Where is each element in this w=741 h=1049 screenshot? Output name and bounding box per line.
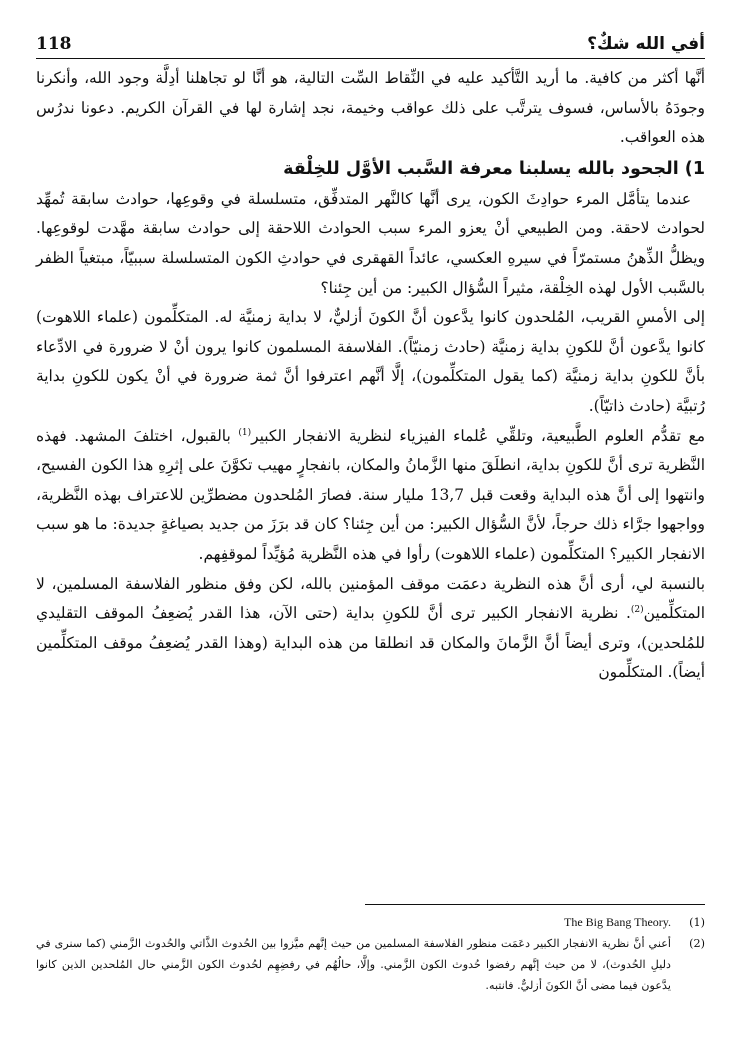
footnote-text: أعني أنَّ نظرية الانفجار الكبير دعَمَت منظور الفلاسفة المسلمين من حيث إنَّهم ميَّزوا بين الحُدوث الذَّاتي والحُدوث الزَّمني (كما سنرى في دليلِ الحُدوث)، لا من حيث إنَّهم رفضوا حُدوث الكون الزَّمني. وإلَّا، حالُهُم في رفضِهِم لحُدوث الكون الزَّمني حال المُلحدين الذين كانوا يدَّعون فيما مضى أنَّ الكونَ أزليٌّ. فانتبه. — [36, 937, 671, 992]
footnote-number: (1) — [689, 916, 705, 929]
paragraph-author-view-part1: بالنسبة لي، أرى أنَّ هذه النظرية دعمَت موقف المؤمنين بالله، لكن وفق منظور الفلاسفة المسلمين، لا المتكلِّمين — [36, 574, 705, 623]
footnotes — [36, 912, 705, 996]
footnote-ref-1[interactable]: (1) — [238, 427, 252, 438]
main-text — [36, 64, 705, 688]
paragraph-author-view-part2: . نظرية الانفجار الكبير ترى أنَّ للكونِ بداية (حتى الآن، هذا القدر يُضعِفُ الموقف التقليدي للمُلحدين)، وترى أيضاً أنَّ الزَّمانَ والمكان قد انطلقا من هذه البداية (وهذا القدر يُضعِفُ موقف المتكلِّمين أيضاً). المتكلِّمون — [36, 604, 705, 682]
paragraph-big-bang-part1: مع تقدُّم العلوم الطَّبيعية، وتلقِّي عُلماء الفيزياء لنظرية الانفجار الكبير — [251, 426, 705, 445]
footnote-text: The Big Bang Theory. — [564, 915, 671, 929]
paragraph-intro-continuation: أنَّها أكثر من كافية. ما أريد التَّأكيد عليه في النِّقاط السِّت التالية، هو أنَّا لو تجاهلنا أدِلَّة وجود الله، وأنكرنا وجودَهُ بالأساس، فسوف يترتَّب على ذلك عواقب وخيمة، نجد إشارة لها في القرآن الكريم. دعونا ندرُس هذه العواقب. — [36, 69, 705, 147]
paragraph-author-view — [36, 570, 705, 688]
footnote-1 — [36, 912, 705, 933]
running-title: أفي الله شكٌ؟ — [587, 34, 705, 54]
paragraph-causal-chain: عندما يتأمَّل المرء حوادِثَ الكون، يرى أنَّها كالنَّهر المتدفِّق، متسلسلة في وقوعِها، حوادث سابقة تُمهِّد لحوادث لاحقة. ومن الطبيعي أنْ يعزو المرء سبب الحوادث اللاحقة إلى حوادث سابقة مهَّدت لوقوعِها. ويظلُّ الذِّهنُ مستمرّاً في سيرهِ العكسي، عائداً القهقرى في حوادثِ الكون المتسلسلة سببيّاً، مبتغياً الظفر بالسَّبب الأول لهذه الخِلْقة، مثيراً السُّؤال الكبير: من أين جِئنا؟ — [36, 189, 705, 297]
page-number: 118 — [36, 34, 72, 54]
section-heading: 1) الجحود بالله يسلبنا معرفة السَّبب الأوَّل للخِلْقة — [283, 158, 705, 179]
paragraph-big-bang — [36, 422, 705, 570]
footnote-number: (2) — [689, 937, 705, 950]
paragraph-historical-views: إلى الأمسِ القريب، المُلحدون كانوا يدَّعون أنَّ الكونَ أزليٌّ، لا بداية زمنيَّة له. المتكلِّمون (علماء اللاهوت) كانوا يدَّعون أنَّ للكونِ بداية زمنيَّة (حادث زمنيّاً). الفلاسفة المسلمون كانوا يرون أنْ لا ضرورة في الادِّعاء بأنَّ للكونِ بداية زمنيَّة (كما يقول المتكلِّمون)، إلَّا أنَّهم اعترفوا أنَّ ثمة ضرورة في أنْ يكون للكونِ بداية رُتبيَّة (حادث ذاتيّاً). — [36, 308, 705, 415]
footnote-2 — [36, 933, 705, 996]
page-header — [36, 22, 705, 59]
footnote-ref-2[interactable]: (2) — [630, 604, 644, 615]
footnote-separator — [365, 904, 705, 905]
paragraph-big-bang-part2: بالقبول، اختلفَ المشهد. فهذه النَّظرية ترى أنَّ للكونِ بداية، انطلَقَ منها الزَّمانُ والمكان، بانفجارٍ مهيب تكوَّنَ على إثرِهِ هذا الكون الفسيح، وانتهوا إلى أنَّ هذه البداية وقعت قبل 13,7 مليار سنة. فصارَ المُلحدون مضطرِّين للاعتراف بهذه النَّظرية، وواجهوا جرَّاء ذلك حرجاً، لأنَّ السُّؤال الكبير: من أين جِئنا؟ كان قد برَزَ من جديد بصياغةٍ جديدة: ما هو سبب الانفجار الكبير؟ المتكلِّمون (علماء اللاهوت) رأوا في هذه النَّظرية مُؤيِّداً لموقفِهم. — [36, 426, 705, 563]
